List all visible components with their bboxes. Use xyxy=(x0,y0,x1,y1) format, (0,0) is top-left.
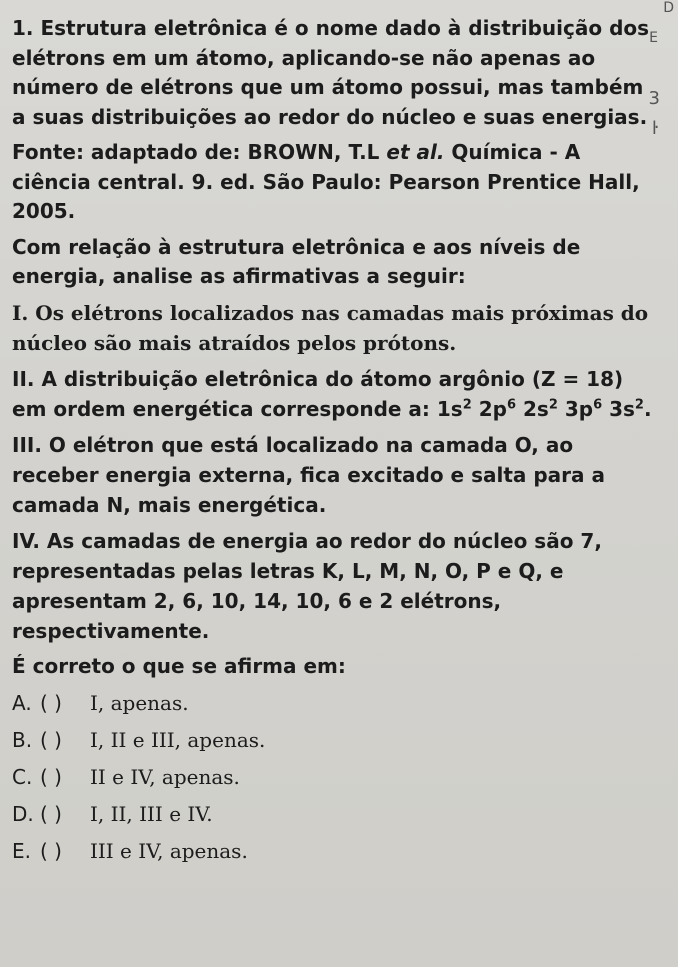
option-text: III e IV, apenas. xyxy=(90,839,248,863)
source-rest: Química - A ciência central. 9. ed. São Paulo: Pearson Prentice Hall, 2005. xyxy=(12,140,640,223)
source-prefix: Fonte: adaptado de: BROWN, T.L xyxy=(12,140,387,164)
answer-prompt: É correto o que se afirma em: xyxy=(12,653,346,678)
option-letter: A. xyxy=(12,691,32,715)
option-e[interactable] xyxy=(12,833,652,870)
option-c[interactable] xyxy=(12,759,652,796)
statement-2 xyxy=(12,364,652,424)
option-letter: E. xyxy=(12,839,31,863)
option-letter: D. xyxy=(12,802,34,826)
source-etal: et al. xyxy=(386,140,445,164)
question-page xyxy=(12,14,652,870)
options-list xyxy=(12,685,652,870)
instruction-text: Com relação à estrutura eletrônica e aos níveis de energia, analise as afirmativas a seguir: xyxy=(12,234,581,288)
option-text: I, apenas. xyxy=(90,691,189,715)
option-checkbox[interactable]: ( ) xyxy=(40,765,62,789)
statement-3: III. O elétron que está localizado na camada O, ao receber energia externa, fica excitado e salta para a camada N, mais energética. xyxy=(12,432,605,517)
option-a[interactable] xyxy=(12,685,652,722)
option-checkbox[interactable]: ( ) xyxy=(40,839,62,863)
edge-mark-2: E xyxy=(649,30,658,46)
statement-1: I. Os elétrons localizados nas camadas mais próximas do núcleo são mais atraídos pelos prótons. xyxy=(12,300,649,355)
option-d[interactable] xyxy=(12,796,652,833)
question-intro: 1. Estrutura eletrônica é o nome dado à distribuição dos elétrons em um átomo, aplicando-se não apenas ao número de elétrons que um átomo possui, mas também a suas distribuições ao redor do núcleo e suas energias. xyxy=(12,16,650,129)
edge-mark-1: D xyxy=(663,0,674,16)
statement-2-text: II. A distribuição eletrônica do átomo argônio (Z = 18) em ordem energética corresponde a: xyxy=(12,366,624,421)
edge-mark-3: 3 xyxy=(648,88,660,109)
edge-mark-4: ŀ xyxy=(651,118,658,139)
electron-config: $1s^2$ $2p^6$ $2s^2$ $3p^6$ $3s^2$. xyxy=(436,396,652,421)
option-text: II e IV, apenas. xyxy=(90,765,240,789)
option-text: I, II, III e IV. xyxy=(90,802,213,826)
option-letter: C. xyxy=(12,765,33,789)
option-text: I, II e III, apenas. xyxy=(90,728,266,752)
option-b[interactable] xyxy=(12,722,652,759)
option-checkbox[interactable]: ( ) xyxy=(40,802,62,826)
option-checkbox[interactable]: ( ) xyxy=(40,691,62,715)
source-citation xyxy=(12,138,652,227)
option-letter: B. xyxy=(12,728,33,752)
statement-4: IV. As camadas de energia ao redor do núcleo são 7, representadas pelas letras K, L, M, N, O, P e Q, e apresentam 2, 6, 10, 14, 10, 6 e 2 elétrons, respectivamente. xyxy=(12,528,602,643)
option-checkbox[interactable]: ( ) xyxy=(40,728,62,752)
